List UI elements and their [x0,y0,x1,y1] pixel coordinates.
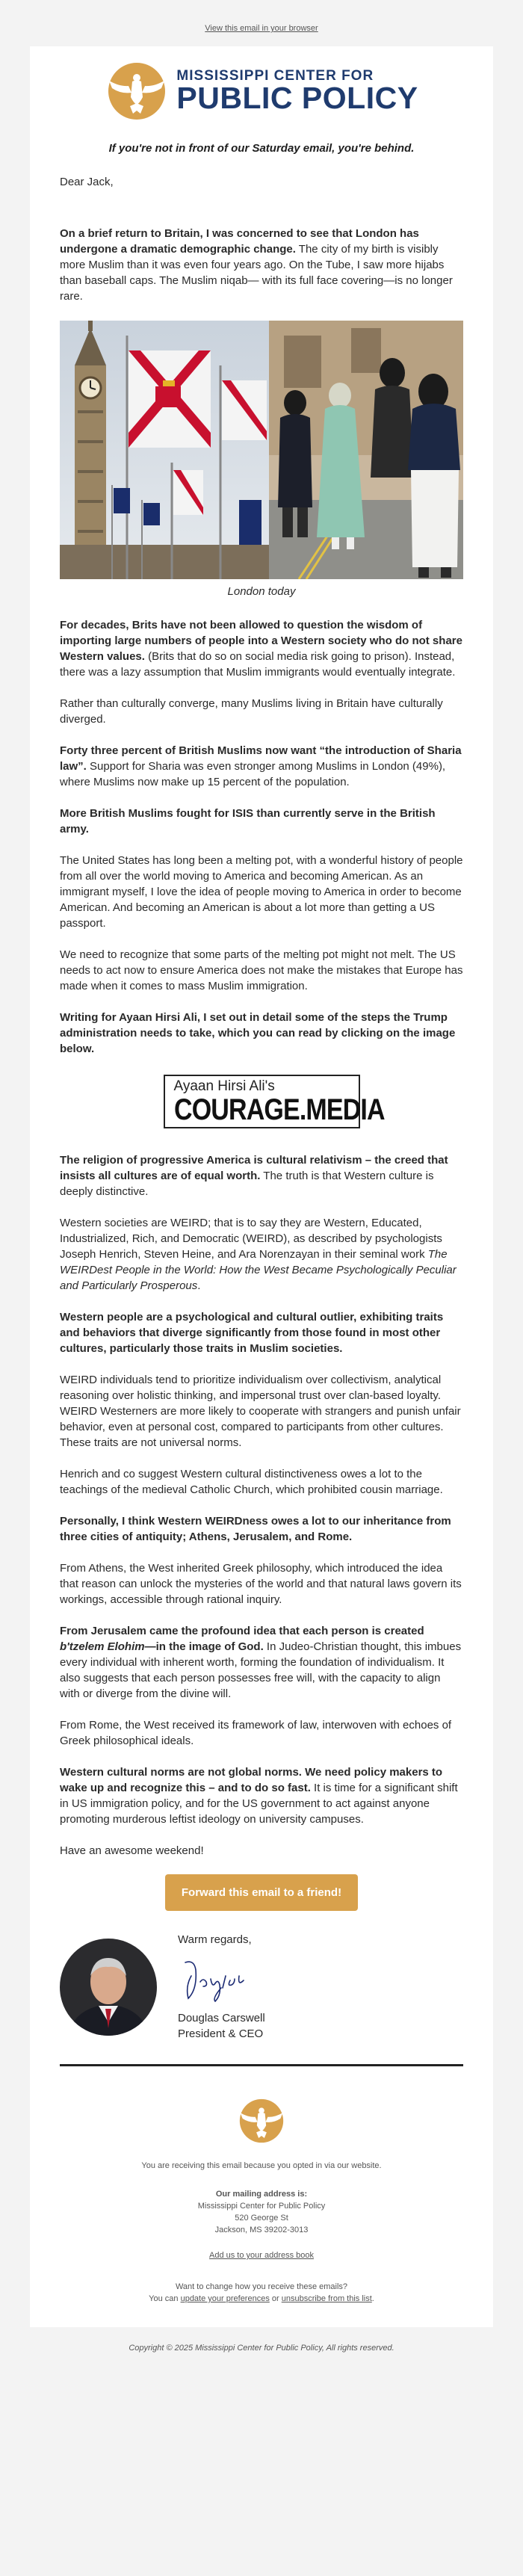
org-name [176,69,418,114]
p9-rest: The truth is that Western culture is deeply distinctive. [60,1170,434,1198]
mailing-label: Our mailing address is: [215,2190,308,2199]
update-preferences-link[interactable]: update your preferences [180,2294,270,2303]
copyright: Copyright © 2025 Mississippi Center for Public Policy, All rights reserved. [129,2344,394,2353]
london-hero-image [60,321,463,579]
tagline: If you're not in front of our Saturday email, you're behind. [108,142,415,155]
paragraph-14 [60,1513,463,1545]
ceo-photo [60,1939,157,2036]
address-line-2: 520 George St [235,2214,288,2223]
paragraph-12: WEIRD individuals tend to prioritize individualism over collectivism, analytical reasoning over holistic thinking, and impersonal trust over clan-based loyalty. WEIRD Westerners are more likely to cooperate with strangers and punish unfair behavior, even at personal cost, compared to participants from other cultures. These traits are not universal norms. [60,1374,461,1449]
signature-text [178,1932,267,2042]
signature-block [60,1932,463,2042]
paragraph-19: Have an awesome weekend! [60,1844,204,1857]
p2-bold: For decades, Brits have not been allowed to question the wisdom of importing large numbers of people into a Western society who do not share Western values. [60,619,462,663]
add-address-book-link[interactable]: Add us to your address book [208,2251,315,2260]
p16-bold-1: From Jerusalem came the profound idea that each person is created [60,1625,424,1637]
footer [60,2096,463,2305]
paragraph-11 [60,1309,463,1356]
p10-book-title: The WEIRDest People in the World: How the West Became Psychologically Peculiar and Particularly Prosperous [60,1248,457,1292]
paragraph-10 [60,1215,463,1294]
p11-bold: Western people are a psychological and cultural outlier, exhibiting traits and behaviors that diverge significantly from those found in most other cultures, particularly those traits in Muslim societies. [60,1311,444,1355]
header-logo[interactable] [60,60,463,121]
courage-media-banner-wrap [60,1075,463,1128]
paragraph-18 [60,1764,463,1827]
you-can-text: You can [149,2294,181,2303]
p4-bold: Forty three percent of British Muslims now want “the introduction of Sharia law”. [60,744,462,773]
p16-rest: In Judeo-Christian thought, this imbues every individual with inherent worth, forming the foundation of individualism. It also suggests that each person possesses free will, with the capacity to align with or diverge from the divine will. [60,1640,462,1700]
big-ben-flags-photo [60,321,269,579]
paragraph-3: Rather than culturally converge, many Muslims living in Britain have culturally diverged. [60,697,443,726]
paragraph-5 [60,806,463,837]
courage-line-1: Ayaan Hirsi Ali's [173,1078,275,1094]
eagle-logo-icon [105,61,169,121]
paragraph-7: We need to recognize that some parts of the melting pot might not melt. The US needs to act now to ensure America does not make the mistakes that Europe has made when it comes to mass Muslim immigration. [60,948,463,992]
or-text: or [269,2294,282,2303]
forward-wrap [60,1874,463,1911]
paragraph-1 [60,226,463,304]
p16-bold-2: —in the image of God. [144,1640,264,1653]
paragraph-17: From Rome, the West received its framework of law, interwoven with echoes of Greek philosophical ideals. [60,1719,452,1747]
p16-bold-italic: b'tzelem Elohim [60,1640,145,1653]
p4-rest: Support for Sharia was even stronger among Muslims in London (49%), where Muslims now make up 15 percent of the population. [60,760,446,788]
p1-rest: The city of my birth is visibly more Muslim than it was even four years ago. On the Tube, I saw more hijabs than baseball caps. The Muslim niqab— with its full face covering—is no longer rare. [60,243,453,303]
footer-divider [60,2064,463,2066]
preferences-line [60,2293,463,2305]
p5-bold: More British Muslims fought for ISIS than currently serve in the British army. [60,807,436,835]
org-line-2: PUBLIC POLICY [176,81,418,115]
p1-bold: On a brief return to Britain, I was concerned to see that London has undergone a dramatic demographic change. [60,227,419,256]
p10-end: . [197,1279,201,1292]
paragraph-16 [60,1623,463,1702]
paragraph-15: From Athens, the West inherited Greek philosophy, which introduced the idea that reason can unlock the mysteries of the world and that natural laws govern its workings, accessible through rational inquiry. [60,1562,462,1606]
p10-text: Western societies are WEIRD; that is to say they are Western, Educated, Industrialized, Rich, and Democratic (WEIRD), as described by psychologists Joseph Henrich, Steven Heine, and Ara Norenzayan in their seminal work [60,1217,442,1261]
top-bar [0,0,523,46]
ceo-portrait-image [60,1939,157,2036]
image-caption: London today [227,585,296,598]
greeting: Dear Jack, [60,176,114,188]
email-card [30,46,493,2327]
courage-line-2: COURAGE.MEDIA [173,1093,385,1126]
address-line-3: Jackson, MS 39202-3013 [214,2226,309,2234]
paragraph-8 [60,1010,463,1057]
p8-bold: Writing for Ayaan Hirsi Ali, I set out in detail some of the steps the Trump administration needs to take, which you can read by clicking on the image below. [60,1011,456,1055]
handwritten-signature-icon [178,1953,267,2006]
street-scene-photo [269,321,463,579]
p18-rest: It is time for a significant shift in US immigration policy, and for the US government to act against anyone promoting murderous leftist ideology on university campuses. [60,1782,458,1826]
courage-media-banner[interactable] [164,1075,385,1128]
period-text: . [371,2294,374,2303]
paragraph-9 [60,1152,463,1199]
p14-bold: Personally, I think Western WEIRDness owes a lot to our inheritance from three cities of antiquity; Athens, Jerusalem, and Rome. [60,1515,451,1543]
p18-bold: Western cultural norms are not global norms. We need policy makers to wake up and recognize this – and to do so fast. [60,1766,443,1794]
p9-bold: The religion of progressive America is cultural relativism – the creed that insists all cultures are of equal worth. [60,1154,448,1182]
view-in-browser-link[interactable]: View this email in your browser [205,24,318,33]
footer-eagle-logo-icon [237,2096,286,2146]
warm-regards: Warm regards, [178,1933,252,1946]
change-question: Want to change how you receive these emails? [175,2282,348,2291]
paragraph-6: The United States has long been a melting pot, with a wonderful history of people from all over the world moving to America and becoming American. As an immigrant myself, I love the idea of people moving to America in order to become American. And becoming an American is about a lot more than getting a US passport. [60,854,463,930]
address-line-1: Mississippi Center for Public Policy [197,2202,326,2211]
opted-in-note: You are receiving this email because you opted in via our website. [141,2161,382,2170]
paragraph-4 [60,743,463,790]
p2-rest: (Brits that do so on social media risk going to prison). Instead, there was a lazy assumption that Muslim immigrants would eventually integrate. [60,650,456,679]
unsubscribe-link[interactable]: unsubscribe from this list [281,2294,372,2303]
paragraph-13: Henrich and co suggest Western cultural distinctiveness owes a lot to the teachings of the medieval Catholic Church, which prohibited cousin marriage. [60,1468,443,1496]
signer-title: President & CEO [178,2027,264,2040]
paragraph-2 [60,617,463,680]
forward-button[interactable]: Forward this email to a friend! [165,1874,358,1911]
signer-name: Douglas Carswell [178,2012,265,2024]
org-line-1: MISSISSIPPI CENTER FOR [176,68,374,84]
